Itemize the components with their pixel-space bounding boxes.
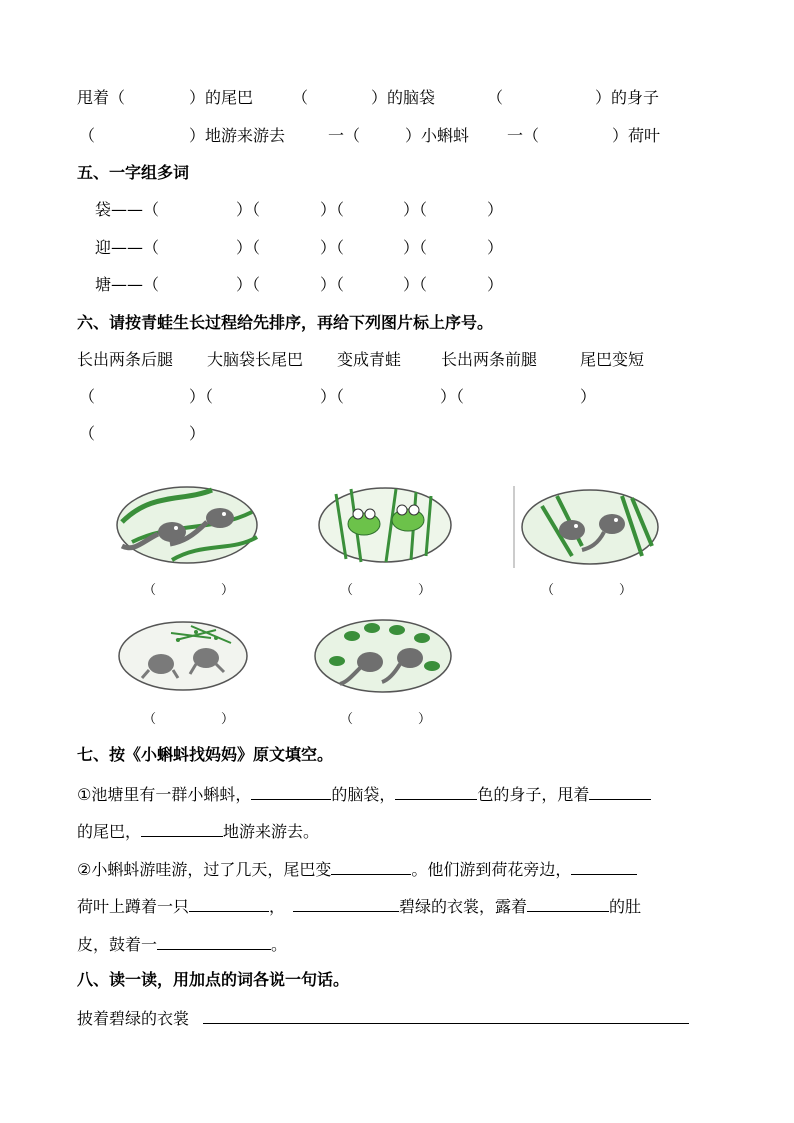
fill-text: ）小蝌蚪: [405, 126, 470, 145]
blank-line[interactable]: [395, 781, 477, 800]
blank-line[interactable]: [331, 856, 411, 875]
passage-line: [77, 856, 637, 882]
paren: ）: [487, 200, 504, 219]
paren: ）（: [320, 275, 345, 294]
passage-text: ②小蝌蚪游哇游，过了几天，尾巴变: [77, 860, 332, 879]
blank-line[interactable]: [571, 856, 637, 875]
answer-line[interactable]: [203, 1005, 689, 1024]
paren: （: [79, 424, 96, 443]
sentence-line: [77, 1005, 689, 1031]
stage-label: 变成青蛙: [337, 350, 402, 369]
word-group-char: 袋——（: [95, 200, 160, 219]
blank-line[interactable]: [141, 818, 223, 837]
blank-line[interactable]: [157, 931, 271, 950]
paren: ）: [189, 424, 206, 443]
paren: ）（: [320, 200, 345, 219]
section-8-title: 八、读一读，用加点的词各说一句话。: [77, 970, 350, 989]
passage-line: [77, 781, 651, 807]
passage-text: 碧绿的衣裳，露着: [399, 897, 528, 916]
fill-text: ）荷叶: [612, 126, 661, 145]
stage-label: 长出两条前腿: [441, 350, 538, 369]
picture-caption: （ ）: [340, 583, 432, 598]
fill-text: （: [79, 126, 96, 145]
fill-text: （: [292, 88, 309, 107]
tadpole-picture-4: [312, 616, 454, 696]
passage-text: ，: [269, 897, 286, 916]
paren: ）（: [440, 387, 465, 406]
fill-text: 甩着（: [77, 88, 126, 107]
stage-label: 长出两条后腿: [77, 350, 174, 369]
passage-text: 的肚: [609, 897, 642, 916]
paren: ）（: [403, 200, 428, 219]
passage-line: [77, 931, 287, 957]
blank-line[interactable]: [189, 893, 269, 912]
passage-line: [77, 818, 319, 844]
tadpole-picture-3: [116, 618, 250, 694]
passage-text: 的脑袋，: [331, 785, 396, 804]
word-group-char: 塘——（: [95, 275, 160, 294]
fill-text: ）的身子: [595, 88, 660, 107]
paren: ）: [487, 238, 504, 257]
paren: ）（: [189, 387, 214, 406]
passage-line: [77, 893, 641, 919]
passage-text: 。: [271, 935, 288, 954]
phrase-text: 披着碧绿的衣裳: [77, 1009, 190, 1028]
fill-text: 一（: [507, 126, 540, 145]
paren: ）（: [403, 275, 428, 294]
paren: ）（: [236, 275, 261, 294]
blank-line[interactable]: [527, 893, 609, 912]
blank-line[interactable]: [589, 781, 651, 800]
fill-text: （: [487, 88, 504, 107]
fill-row-1: [77, 86, 125, 110]
paren: ）（: [403, 238, 428, 257]
frog-picture: [316, 484, 454, 566]
fill-text: ）的尾巴: [189, 88, 254, 107]
paren: ）: [580, 387, 597, 406]
paren: ）（: [236, 200, 261, 219]
passage-text: 皮，鼓着一: [77, 935, 158, 954]
stage-label: 尾巴变短: [580, 350, 645, 369]
passage-text: 荷叶上蹲着一只: [77, 897, 190, 916]
paren: ）: [487, 275, 504, 294]
section-5-title: 五、一字组多词: [77, 163, 190, 182]
picture-caption: （ ）: [143, 712, 235, 727]
paren: ）（: [320, 387, 345, 406]
picture-caption: （ ）: [541, 583, 633, 598]
blank-line[interactable]: [251, 781, 331, 800]
section-7-title: 七、按《小蝌蚪找妈妈》原文填空。: [77, 745, 334, 764]
tadpole-picture-1: [112, 482, 262, 568]
blank-line[interactable]: [293, 893, 399, 912]
paren: ）（: [320, 238, 345, 257]
tadpole-picture-2: [512, 486, 662, 568]
section-6-title: 六、请按青蛙生长过程给先排序，再给下列图片标上序号。: [77, 313, 494, 332]
picture-caption: （ ）: [143, 583, 235, 598]
picture-caption: （ ）: [340, 712, 432, 727]
fill-text: ）地游来游去: [189, 126, 286, 145]
word-group-char: 迎——（: [95, 238, 160, 257]
fill-text: ）的脑袋: [371, 88, 436, 107]
paren: （: [79, 387, 96, 406]
passage-text: 地游来游去。: [223, 822, 320, 841]
passage-text: 色的身子，甩着: [477, 785, 590, 804]
paren: ）（: [236, 238, 261, 257]
fill-text: 一（: [328, 126, 361, 145]
stage-label: 大脑袋长尾巴: [207, 350, 304, 369]
passage-text: ①池塘里有一群小蝌蚪，: [77, 785, 252, 804]
passage-text: 的尾巴，: [77, 822, 142, 841]
passage-text: 。他们游到荷花旁边，: [411, 860, 572, 879]
